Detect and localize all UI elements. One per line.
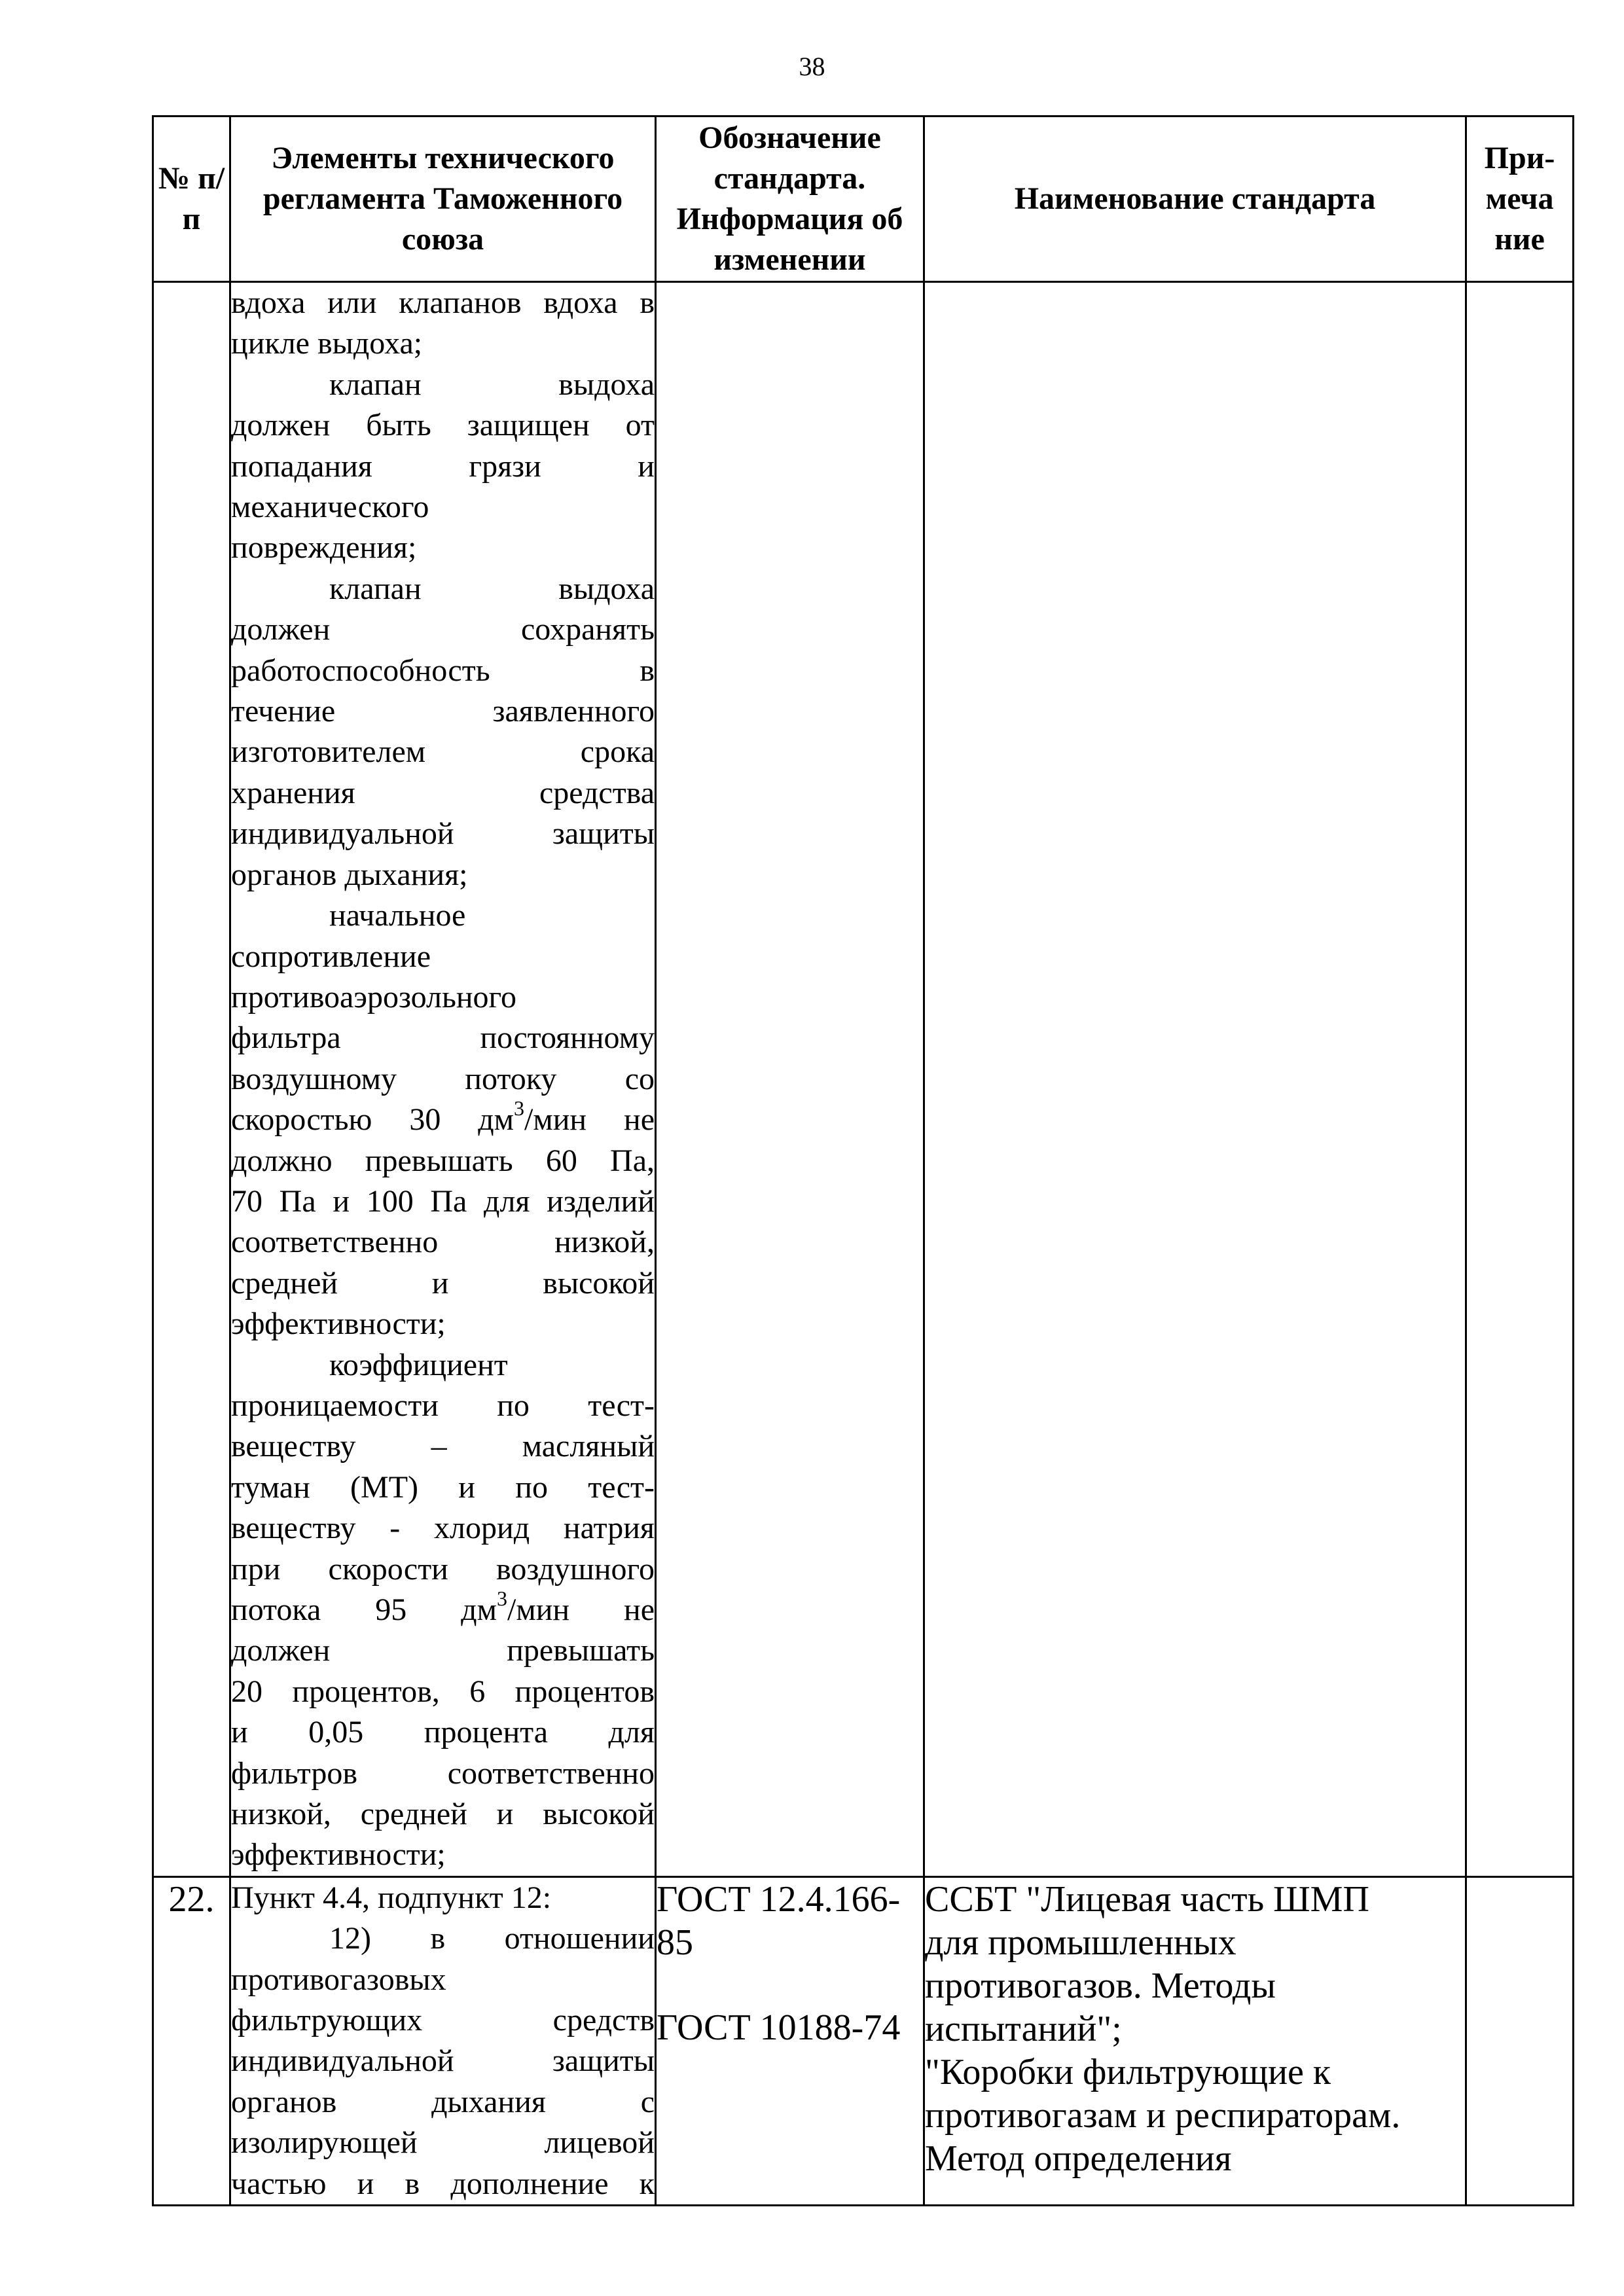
table-row [153, 282, 1574, 1877]
cell-elements-continued [230, 282, 656, 1877]
cell-elements [230, 1876, 656, 2205]
text-line: 12) в отношении [329, 1921, 655, 1956]
text-line: сопротивление [231, 939, 431, 974]
text-line: хранения средства [231, 775, 655, 810]
text-line: проницаемости по тест- [231, 1388, 655, 1423]
text-line: эффективности; [231, 1837, 446, 1873]
superscript: 3 [514, 1096, 525, 1121]
text-line: течение заявленного [231, 694, 655, 729]
text-line: работоспособность в [231, 653, 655, 688]
text-line: Метод определения [925, 2138, 1232, 2179]
cell-note [1466, 1876, 1574, 2205]
text-fragment: потока 95 дм [231, 1592, 497, 1627]
text-line: органов дыхания с [231, 2084, 655, 2119]
text-line: противогазам и респираторам. [925, 2094, 1401, 2136]
text-line: противогазовых [231, 1962, 446, 1997]
text-line: вдоха или клапанов вдоха в [231, 285, 655, 320]
cell-designation [656, 1876, 924, 2205]
text-line: при скорости воздушного [231, 1551, 655, 1587]
text-line: должен превышать [231, 1633, 655, 1668]
text-line: цикле выдоха; [231, 326, 423, 361]
cell-num: 22. [153, 1876, 230, 2205]
table-header-row [153, 117, 1574, 282]
text-line: фильтра постоянному [231, 1020, 655, 1056]
text-line: органов дыхания; [231, 857, 468, 892]
text-line: и 0,05 процента для [231, 1715, 655, 1750]
text-line: веществу - хлорид натрия [231, 1511, 655, 1546]
text-line: средней и высокой [231, 1265, 655, 1300]
text-line: индивидуальной защиты [231, 2043, 655, 2079]
table-row [153, 1876, 1574, 2205]
text-line: должно превышать 60 Па, [231, 1143, 655, 1178]
cell-name [924, 1876, 1466, 2205]
standards-table [152, 115, 1574, 2206]
text-line [231, 1587, 655, 1630]
text-fragment: /мин не [507, 1592, 655, 1627]
text-line: веществу – масляный [231, 1429, 655, 1464]
header-elements: Элементы технического регламента Таможенного союза [230, 117, 656, 282]
header-note: При-меча ние [1466, 117, 1574, 282]
text-line: механического [231, 490, 429, 525]
text-line: 20 процентов, 6 процентов [231, 1674, 655, 1709]
standard-code: ГОСТ 10188-74 [657, 2007, 901, 2048]
text-line: фильтров соответственно [231, 1755, 655, 1791]
page-number: 38 [799, 52, 825, 81]
cell-name-empty [924, 282, 1466, 1877]
header-designation: Обозначение стандарта. Информация об изменении [656, 117, 924, 282]
text-line: туман (МТ) и по тест- [231, 1469, 655, 1505]
text-line: должен быть защищен от [231, 408, 655, 443]
text-line: клапан выдоха [329, 367, 655, 402]
text-line: низкой, средней и высокой [231, 1797, 655, 1832]
cell-designation-empty [656, 282, 924, 1877]
text-line: изолирующей лицевой [231, 2125, 655, 2161]
standard-code: ГОСТ 12.4.166- [657, 1878, 901, 1920]
text-line: индивидуальной защиты [231, 816, 655, 852]
text-line: испытаний"; [925, 2008, 1122, 2049]
text-line: Пункт 4.4, подпункт 12: [231, 1880, 552, 1915]
text-line: коэффициент [329, 1347, 508, 1382]
superscript: 3 [496, 1587, 507, 1610]
text-line: эффективности; [231, 1306, 446, 1342]
text-line: для промышленных [925, 1922, 1236, 1963]
text-line: частью и в дополнение к [231, 2166, 655, 2201]
text-line: изготовителем срока [231, 734, 655, 770]
text-fragment: скоростью 30 дм [231, 1102, 514, 1138]
header-name: Наименование стандарта [924, 117, 1466, 282]
standard-code-cont: 85 [657, 1922, 693, 1963]
text-line: фильтрующих средств [231, 2003, 655, 2038]
text-fragment: /мин не [524, 1102, 655, 1138]
text-line: попадания грязи и [231, 448, 655, 484]
text-line: 70 Па и 100 Па для изделий [231, 1183, 655, 1219]
header-num: № п/п [153, 117, 230, 282]
cell-num-empty [153, 282, 230, 1877]
text-line: воздушному потоку со [231, 1061, 655, 1096]
cell-note-empty [1466, 282, 1574, 1877]
text-line: ССБТ "Лицевая часть ШМП [925, 1878, 1369, 1920]
text-line: противогазов. Методы [925, 1965, 1276, 2006]
text-line: противоаэрозольного [231, 979, 517, 1014]
text-line: соответственно низкой, [231, 1225, 655, 1260]
text-line: начальное [329, 898, 466, 933]
text-line: повреждения; [231, 530, 417, 565]
text-line [231, 1096, 655, 1140]
text-line: должен сохранять [231, 612, 655, 647]
text-line: "Коробки фильтрующие к [925, 2051, 1331, 2092]
text-line: клапан выдоха [329, 571, 655, 606]
